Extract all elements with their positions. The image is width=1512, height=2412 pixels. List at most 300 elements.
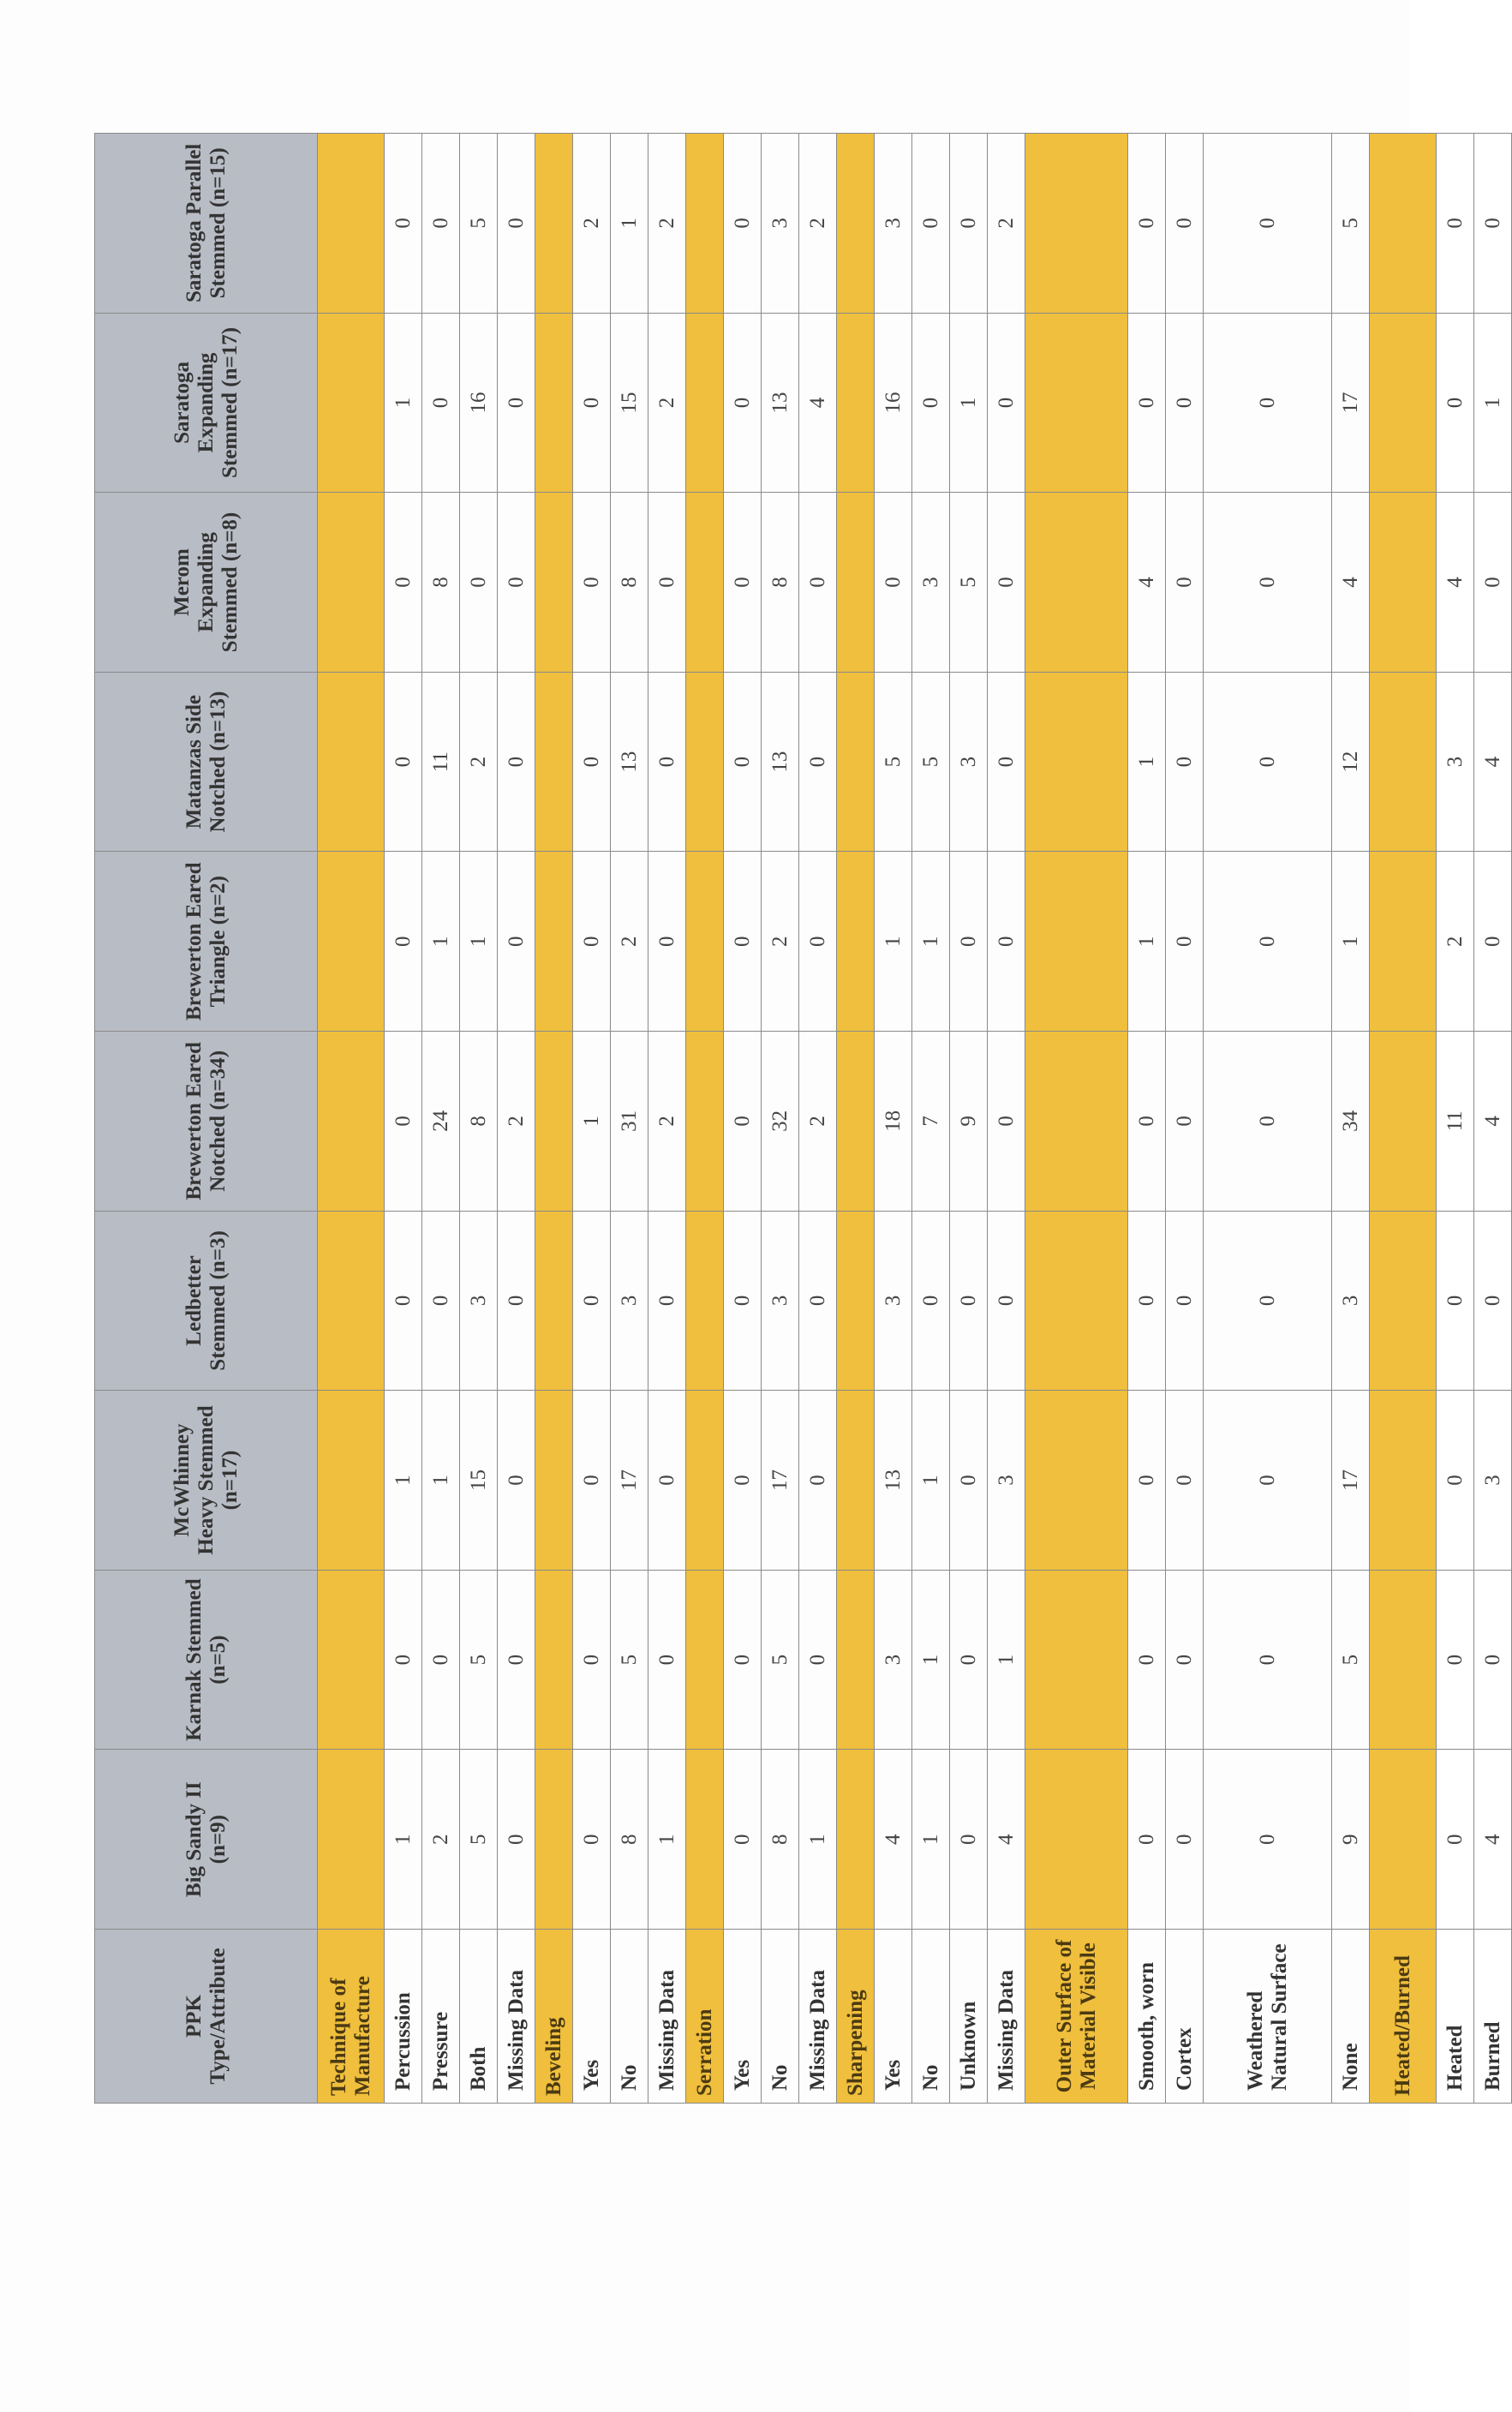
table-cell: 0 <box>1204 493 1332 673</box>
section-fill-cell <box>837 1032 875 1212</box>
table-cell: 1 <box>385 1750 422 1930</box>
column-header: Big Sandy II (n=9) <box>95 1750 318 1930</box>
table-cell: 0 <box>799 1570 837 1750</box>
table-cell: 8 <box>422 493 460 673</box>
table-cell: 5 <box>460 134 498 314</box>
table-cell: 0 <box>724 672 762 852</box>
row-label: Yes <box>724 1930 762 2104</box>
table-cell: 0 <box>648 672 686 852</box>
table-row <box>1474 134 1512 2104</box>
table-cell: 8 <box>611 493 648 673</box>
table-row <box>460 134 498 2104</box>
section-fill-cell <box>318 1750 385 1930</box>
section-fill-cell <box>837 1391 875 1571</box>
table-cell: 0 <box>498 1391 535 1571</box>
table-cell: 0 <box>1474 1211 1512 1391</box>
section-fill-cell <box>318 493 385 673</box>
table-cell: 3 <box>1437 672 1474 852</box>
table-cell: 0 <box>498 672 535 852</box>
rotated-table-container <box>94 133 1504 2104</box>
section-fill-cell <box>686 1211 724 1391</box>
table-cell: 3 <box>1332 1211 1370 1391</box>
table-cell: 0 <box>498 1750 535 1930</box>
section-fill-cell <box>686 1570 724 1750</box>
section-header-row <box>1370 134 1437 2104</box>
table-cell: 8 <box>762 1750 799 1930</box>
table-cell: 0 <box>1166 1032 1204 1212</box>
table-cell: 0 <box>1204 1391 1332 1571</box>
table-row <box>1204 134 1332 2104</box>
table-cell: 1 <box>385 313 422 493</box>
table-cell: 5 <box>1332 134 1370 314</box>
table-cell: 13 <box>875 1391 912 1571</box>
section-fill-cell <box>535 1211 573 1391</box>
table-cell: 0 <box>385 1570 422 1750</box>
table-cell: 1 <box>950 313 988 493</box>
table-cell: 16 <box>875 313 912 493</box>
row-label: Missing Data <box>648 1930 686 2104</box>
table-cell: 0 <box>799 493 837 673</box>
table-cell: 1 <box>1128 672 1166 852</box>
table-cell: 0 <box>385 852 422 1032</box>
table-row <box>498 134 535 2104</box>
table-cell: 0 <box>1128 1391 1166 1571</box>
table-cell: 0 <box>988 313 1025 493</box>
table-cell: 0 <box>1204 852 1332 1032</box>
table-cell: 15 <box>611 313 648 493</box>
table-cell: 3 <box>875 1570 912 1750</box>
table-cell: 0 <box>498 493 535 673</box>
section-fill-cell <box>837 1750 875 1930</box>
section-fill-cell <box>535 1032 573 1212</box>
table-cell: 3 <box>912 493 950 673</box>
table-cell: 2 <box>762 852 799 1032</box>
section-title: Sharpening <box>837 1930 875 2104</box>
table-cell: 1 <box>648 1750 686 1930</box>
table-cell: 16 <box>460 313 498 493</box>
table-cell: 2 <box>498 1032 535 1212</box>
table-cell: 5 <box>460 1570 498 1750</box>
section-fill-cell <box>1370 313 1437 493</box>
table-cell: 4 <box>1332 493 1370 673</box>
table-cell: 3 <box>762 134 799 314</box>
table-cell: 17 <box>611 1391 648 1571</box>
section-fill-cell <box>686 1391 724 1571</box>
table-cell: 5 <box>460 1750 498 1930</box>
table-cell: 0 <box>573 1750 611 1930</box>
table-cell: 5 <box>762 1570 799 1750</box>
section-fill-cell <box>318 672 385 852</box>
table-cell: 3 <box>460 1211 498 1391</box>
table-cell: 12 <box>1332 672 1370 852</box>
table-cell: 0 <box>912 313 950 493</box>
table-cell: 0 <box>1437 1570 1474 1750</box>
section-fill-cell <box>535 1391 573 1571</box>
table-cell: 0 <box>988 1211 1025 1391</box>
table-row <box>385 134 422 2104</box>
table-cell: 5 <box>912 672 950 852</box>
table-cell: 13 <box>762 672 799 852</box>
table-cell: 0 <box>950 1570 988 1750</box>
section-fill-cell <box>1025 493 1128 673</box>
table-cell: 0 <box>724 1211 762 1391</box>
table-cell: 0 <box>422 134 460 314</box>
table-cell: 0 <box>950 1211 988 1391</box>
table-cell: 0 <box>573 313 611 493</box>
table-cell: 0 <box>1166 672 1204 852</box>
section-fill-cell <box>318 852 385 1032</box>
table-cell: 0 <box>648 1391 686 1571</box>
table-cell: 3 <box>950 672 988 852</box>
table-cell: 1 <box>1474 313 1512 493</box>
row-label: Weathered Natural Surface <box>1204 1930 1332 2104</box>
table-row <box>1332 134 1370 2104</box>
section-header-row <box>686 134 724 2104</box>
table-cell: 0 <box>1204 134 1332 314</box>
row-label: Unknown <box>950 1930 988 2104</box>
table-cell: 0 <box>988 1032 1025 1212</box>
table-cell: 0 <box>1128 1570 1166 1750</box>
table-cell: 11 <box>1437 1032 1474 1212</box>
table-cell: 0 <box>385 1032 422 1212</box>
table-cell: 0 <box>1128 1750 1166 1930</box>
section-fill-cell <box>535 1750 573 1930</box>
table-cell: 0 <box>1437 1750 1474 1930</box>
table-cell: 0 <box>799 1211 837 1391</box>
section-fill-cell <box>837 672 875 852</box>
table-cell: 2 <box>460 672 498 852</box>
section-fill-cell <box>686 672 724 852</box>
section-fill-cell <box>1370 1032 1437 1212</box>
table-cell: 0 <box>1204 1570 1332 1750</box>
section-fill-cell <box>686 1032 724 1212</box>
table-cell: 1 <box>799 1750 837 1930</box>
row-label: Missing Data <box>799 1930 837 2104</box>
section-fill-cell <box>1370 1391 1437 1571</box>
table-cell: 0 <box>1166 1211 1204 1391</box>
row-label: Missing Data <box>988 1930 1025 2104</box>
table-cell: 0 <box>1128 134 1166 314</box>
section-header-row <box>837 134 875 2104</box>
column-header: McWhinney Heavy Stemmed (n=17) <box>95 1391 318 1571</box>
table-cell: 4 <box>1437 493 1474 673</box>
table-cell: 0 <box>498 1211 535 1391</box>
section-header-row <box>535 134 573 2104</box>
section-fill-cell <box>686 1750 724 1930</box>
row-label: Cortex <box>1166 1930 1204 2104</box>
table-cell: 0 <box>950 852 988 1032</box>
table-row <box>875 134 912 2104</box>
section-title: Heated/Burned <box>1370 1930 1437 2104</box>
table-cell: 0 <box>385 672 422 852</box>
table-cell: 4 <box>875 1750 912 1930</box>
section-fill-cell <box>535 1570 573 1750</box>
table-cell: 34 <box>1332 1032 1370 1212</box>
table-cell: 1 <box>422 852 460 1032</box>
table-row <box>912 134 950 2104</box>
row-label: No <box>912 1930 950 2104</box>
table-cell: 0 <box>1437 1211 1474 1391</box>
table-cell: 0 <box>1204 672 1332 852</box>
row-label: Pressure <box>422 1930 460 2104</box>
table-cell: 7 <box>912 1032 950 1212</box>
table-cell: 2 <box>422 1750 460 1930</box>
table-cell: 9 <box>1332 1750 1370 1930</box>
table-cell: 17 <box>1332 313 1370 493</box>
section-title: Serration <box>686 1930 724 2104</box>
row-label: Heated <box>1437 1930 1474 2104</box>
table-cell: 0 <box>988 493 1025 673</box>
table-cell: 1 <box>573 1032 611 1212</box>
section-fill-cell <box>318 1570 385 1750</box>
section-fill-cell <box>1025 852 1128 1032</box>
section-fill-cell <box>1370 852 1437 1032</box>
table-cell: 0 <box>1128 1211 1166 1391</box>
section-fill-cell <box>1370 1211 1437 1391</box>
column-header: Merom Expanding Stemmed (n=8) <box>95 493 318 673</box>
table-cell: 0 <box>724 852 762 1032</box>
section-fill-cell <box>1370 1570 1437 1750</box>
section-fill-cell <box>1025 313 1128 493</box>
section-fill-cell <box>686 313 724 493</box>
section-fill-cell <box>1025 1570 1128 1750</box>
table-cell: 0 <box>724 1391 762 1571</box>
table-cell: 1 <box>611 134 648 314</box>
section-fill-cell <box>686 134 724 314</box>
table-cell: 2 <box>573 134 611 314</box>
table-cell: 0 <box>648 493 686 673</box>
table-cell: 0 <box>460 493 498 673</box>
table-cell: 0 <box>950 1750 988 1930</box>
section-fill-cell <box>1025 1032 1128 1212</box>
table-cell: 17 <box>762 1391 799 1571</box>
table-cell: 0 <box>1166 1570 1204 1750</box>
table-cell: 0 <box>1204 1032 1332 1212</box>
row-label: No <box>762 1930 799 2104</box>
table-cell: 15 <box>460 1391 498 1571</box>
table-cell: 0 <box>498 1570 535 1750</box>
section-fill-cell <box>535 134 573 314</box>
table-cell: 2 <box>988 134 1025 314</box>
table-cell: 3 <box>875 1211 912 1391</box>
table-cell: 5 <box>875 672 912 852</box>
table-cell: 5 <box>611 1570 648 1750</box>
table-cell: 0 <box>875 493 912 673</box>
column-header: Ledbetter Stemmed (n=3) <box>95 1211 318 1391</box>
table-cell: 0 <box>573 1570 611 1750</box>
section-fill-cell <box>1370 493 1437 673</box>
table-cell: 0 <box>1474 852 1512 1032</box>
table-cell: 0 <box>799 1391 837 1571</box>
section-title: Outer Surface of Material Visible <box>1025 1930 1128 2104</box>
table-cell: 4 <box>1128 493 1166 673</box>
table-cell: 0 <box>385 493 422 673</box>
section-fill-cell <box>1370 1750 1437 1930</box>
table-cell: 0 <box>912 134 950 314</box>
table-cell: 13 <box>762 313 799 493</box>
table-cell: 31 <box>611 1032 648 1212</box>
table-cell: 2 <box>799 134 837 314</box>
table-cell: 0 <box>573 1391 611 1571</box>
section-fill-cell <box>837 1570 875 1750</box>
section-fill-cell <box>318 1391 385 1571</box>
section-fill-cell <box>535 852 573 1032</box>
section-fill-cell <box>535 672 573 852</box>
table-cell: 0 <box>1474 493 1512 673</box>
table-cell: 1 <box>875 852 912 1032</box>
table-cell: 0 <box>573 672 611 852</box>
row-label: None <box>1332 1930 1370 2104</box>
column-header: Brewerton Eared Notched (n=34) <box>95 1032 318 1212</box>
table-cell: 8 <box>460 1032 498 1212</box>
table-cell: 0 <box>950 134 988 314</box>
table-cell: 0 <box>912 1211 950 1391</box>
section-title: Technique of Manufacture <box>318 1930 385 2104</box>
table-cell: 0 <box>1204 1211 1332 1391</box>
table-cell: 0 <box>1474 1570 1512 1750</box>
ppk-attribute-table <box>94 133 1512 2104</box>
table-cell: 0 <box>1437 313 1474 493</box>
table-cell: 3 <box>611 1211 648 1391</box>
section-fill-cell <box>837 313 875 493</box>
table-cell: 1 <box>988 1570 1025 1750</box>
column-header: Saratoga Expanding Stemmed (n=17) <box>95 313 318 493</box>
row-label: Missing Data <box>498 1930 535 2104</box>
table-cell: 1 <box>422 1391 460 1571</box>
table-cell: 0 <box>648 1211 686 1391</box>
column-header: Matanzas Side Notched (n=13) <box>95 672 318 852</box>
table-cell: 11 <box>422 672 460 852</box>
table-cell: 1 <box>1128 852 1166 1032</box>
section-fill-cell <box>318 134 385 314</box>
table-cell: 0 <box>498 313 535 493</box>
table-cell: 5 <box>1332 1570 1370 1750</box>
section-fill-cell <box>837 1211 875 1391</box>
table-row <box>611 134 648 2104</box>
table-cell: 17 <box>1332 1391 1370 1571</box>
table-row <box>1128 134 1166 2104</box>
table-cell: 8 <box>611 1750 648 1930</box>
table-row <box>648 134 686 2104</box>
column-header: Brewerton Eared Triangle (n=2) <box>95 852 318 1032</box>
table-cell: 0 <box>1166 1750 1204 1930</box>
section-fill-cell <box>686 493 724 673</box>
section-fill-cell <box>1025 1391 1128 1571</box>
table-cell: 0 <box>1166 134 1204 314</box>
table-cell: 0 <box>573 1211 611 1391</box>
section-header-row <box>318 134 385 2104</box>
table-cell: 1 <box>385 1391 422 1571</box>
table-cell: 0 <box>1128 313 1166 493</box>
table-row <box>1166 134 1204 2104</box>
table-cell: 8 <box>762 493 799 673</box>
table-cell: 0 <box>724 313 762 493</box>
table-cell: 4 <box>799 313 837 493</box>
table-row <box>1437 134 1474 2104</box>
table-row <box>950 134 988 2104</box>
table-cell: 9 <box>950 1032 988 1212</box>
section-fill-cell <box>535 493 573 673</box>
table-cell: 0 <box>724 1570 762 1750</box>
table-cell: 0 <box>724 1750 762 1930</box>
row-label: Smooth, worn <box>1128 1930 1166 2104</box>
table-row <box>573 134 611 2104</box>
table-cell: 0 <box>1474 134 1512 314</box>
table-cell: 0 <box>988 672 1025 852</box>
table-cell: 2 <box>1437 852 1474 1032</box>
table-cell: 2 <box>648 313 686 493</box>
section-fill-cell <box>837 852 875 1032</box>
table-cell: 0 <box>1204 1750 1332 1930</box>
table-cell: 5 <box>950 493 988 673</box>
table-cell: 3 <box>988 1391 1025 1571</box>
table-row <box>422 134 460 2104</box>
table-cell: 0 <box>1166 1391 1204 1571</box>
table-cell: 4 <box>1474 1750 1512 1930</box>
table-cell: 1 <box>912 1391 950 1571</box>
section-fill-cell <box>837 493 875 673</box>
table-cell: 1 <box>912 852 950 1032</box>
table-cell: 24 <box>422 1032 460 1212</box>
table-cell: 32 <box>762 1032 799 1212</box>
section-fill-cell <box>318 1211 385 1391</box>
table-cell: 4 <box>988 1750 1025 1930</box>
table-cell: 0 <box>1166 852 1204 1032</box>
section-fill-cell <box>686 852 724 1032</box>
table-cell: 13 <box>611 672 648 852</box>
table-cell: 1 <box>912 1750 950 1930</box>
section-fill-cell <box>1025 134 1128 314</box>
table-cell: 0 <box>1166 493 1204 673</box>
table-cell: 2 <box>611 852 648 1032</box>
table-cell: 2 <box>648 134 686 314</box>
table-cell: 0 <box>498 852 535 1032</box>
table-cell: 3 <box>875 134 912 314</box>
table-cell: 0 <box>799 852 837 1032</box>
table-cell: 2 <box>648 1032 686 1212</box>
table-cell: 0 <box>422 1570 460 1750</box>
table-cell: 0 <box>648 1570 686 1750</box>
table-cell: 1 <box>460 852 498 1032</box>
section-header-row <box>1025 134 1128 2104</box>
row-label: Both <box>460 1930 498 2104</box>
table-cell: 0 <box>422 1211 460 1391</box>
row-label: Yes <box>875 1930 912 2104</box>
section-fill-cell <box>318 313 385 493</box>
table-cell: 0 <box>950 1391 988 1571</box>
table-cell: 0 <box>1437 1391 1474 1571</box>
table-row <box>799 134 837 2104</box>
table-cell: 0 <box>724 493 762 673</box>
table-cell: 0 <box>988 852 1025 1032</box>
table-cell: 2 <box>799 1032 837 1212</box>
section-fill-cell <box>318 1032 385 1212</box>
row-label: Percussion <box>385 1930 422 2104</box>
section-fill-cell <box>1025 1750 1128 1930</box>
table-cell: 1 <box>912 1570 950 1750</box>
table-cell: 0 <box>573 493 611 673</box>
table-cell: 1 <box>1332 852 1370 1032</box>
table-cell: 4 <box>1474 672 1512 852</box>
section-title: Beveling <box>535 1930 573 2104</box>
table-cell: 0 <box>1128 1032 1166 1212</box>
section-fill-cell <box>1025 672 1128 852</box>
row-label: Yes <box>573 1930 611 2104</box>
section-fill-cell <box>535 313 573 493</box>
header-row <box>95 134 318 2104</box>
column-header: PPK Type/Attribute <box>95 1930 318 2104</box>
section-fill-cell <box>1025 1211 1128 1391</box>
